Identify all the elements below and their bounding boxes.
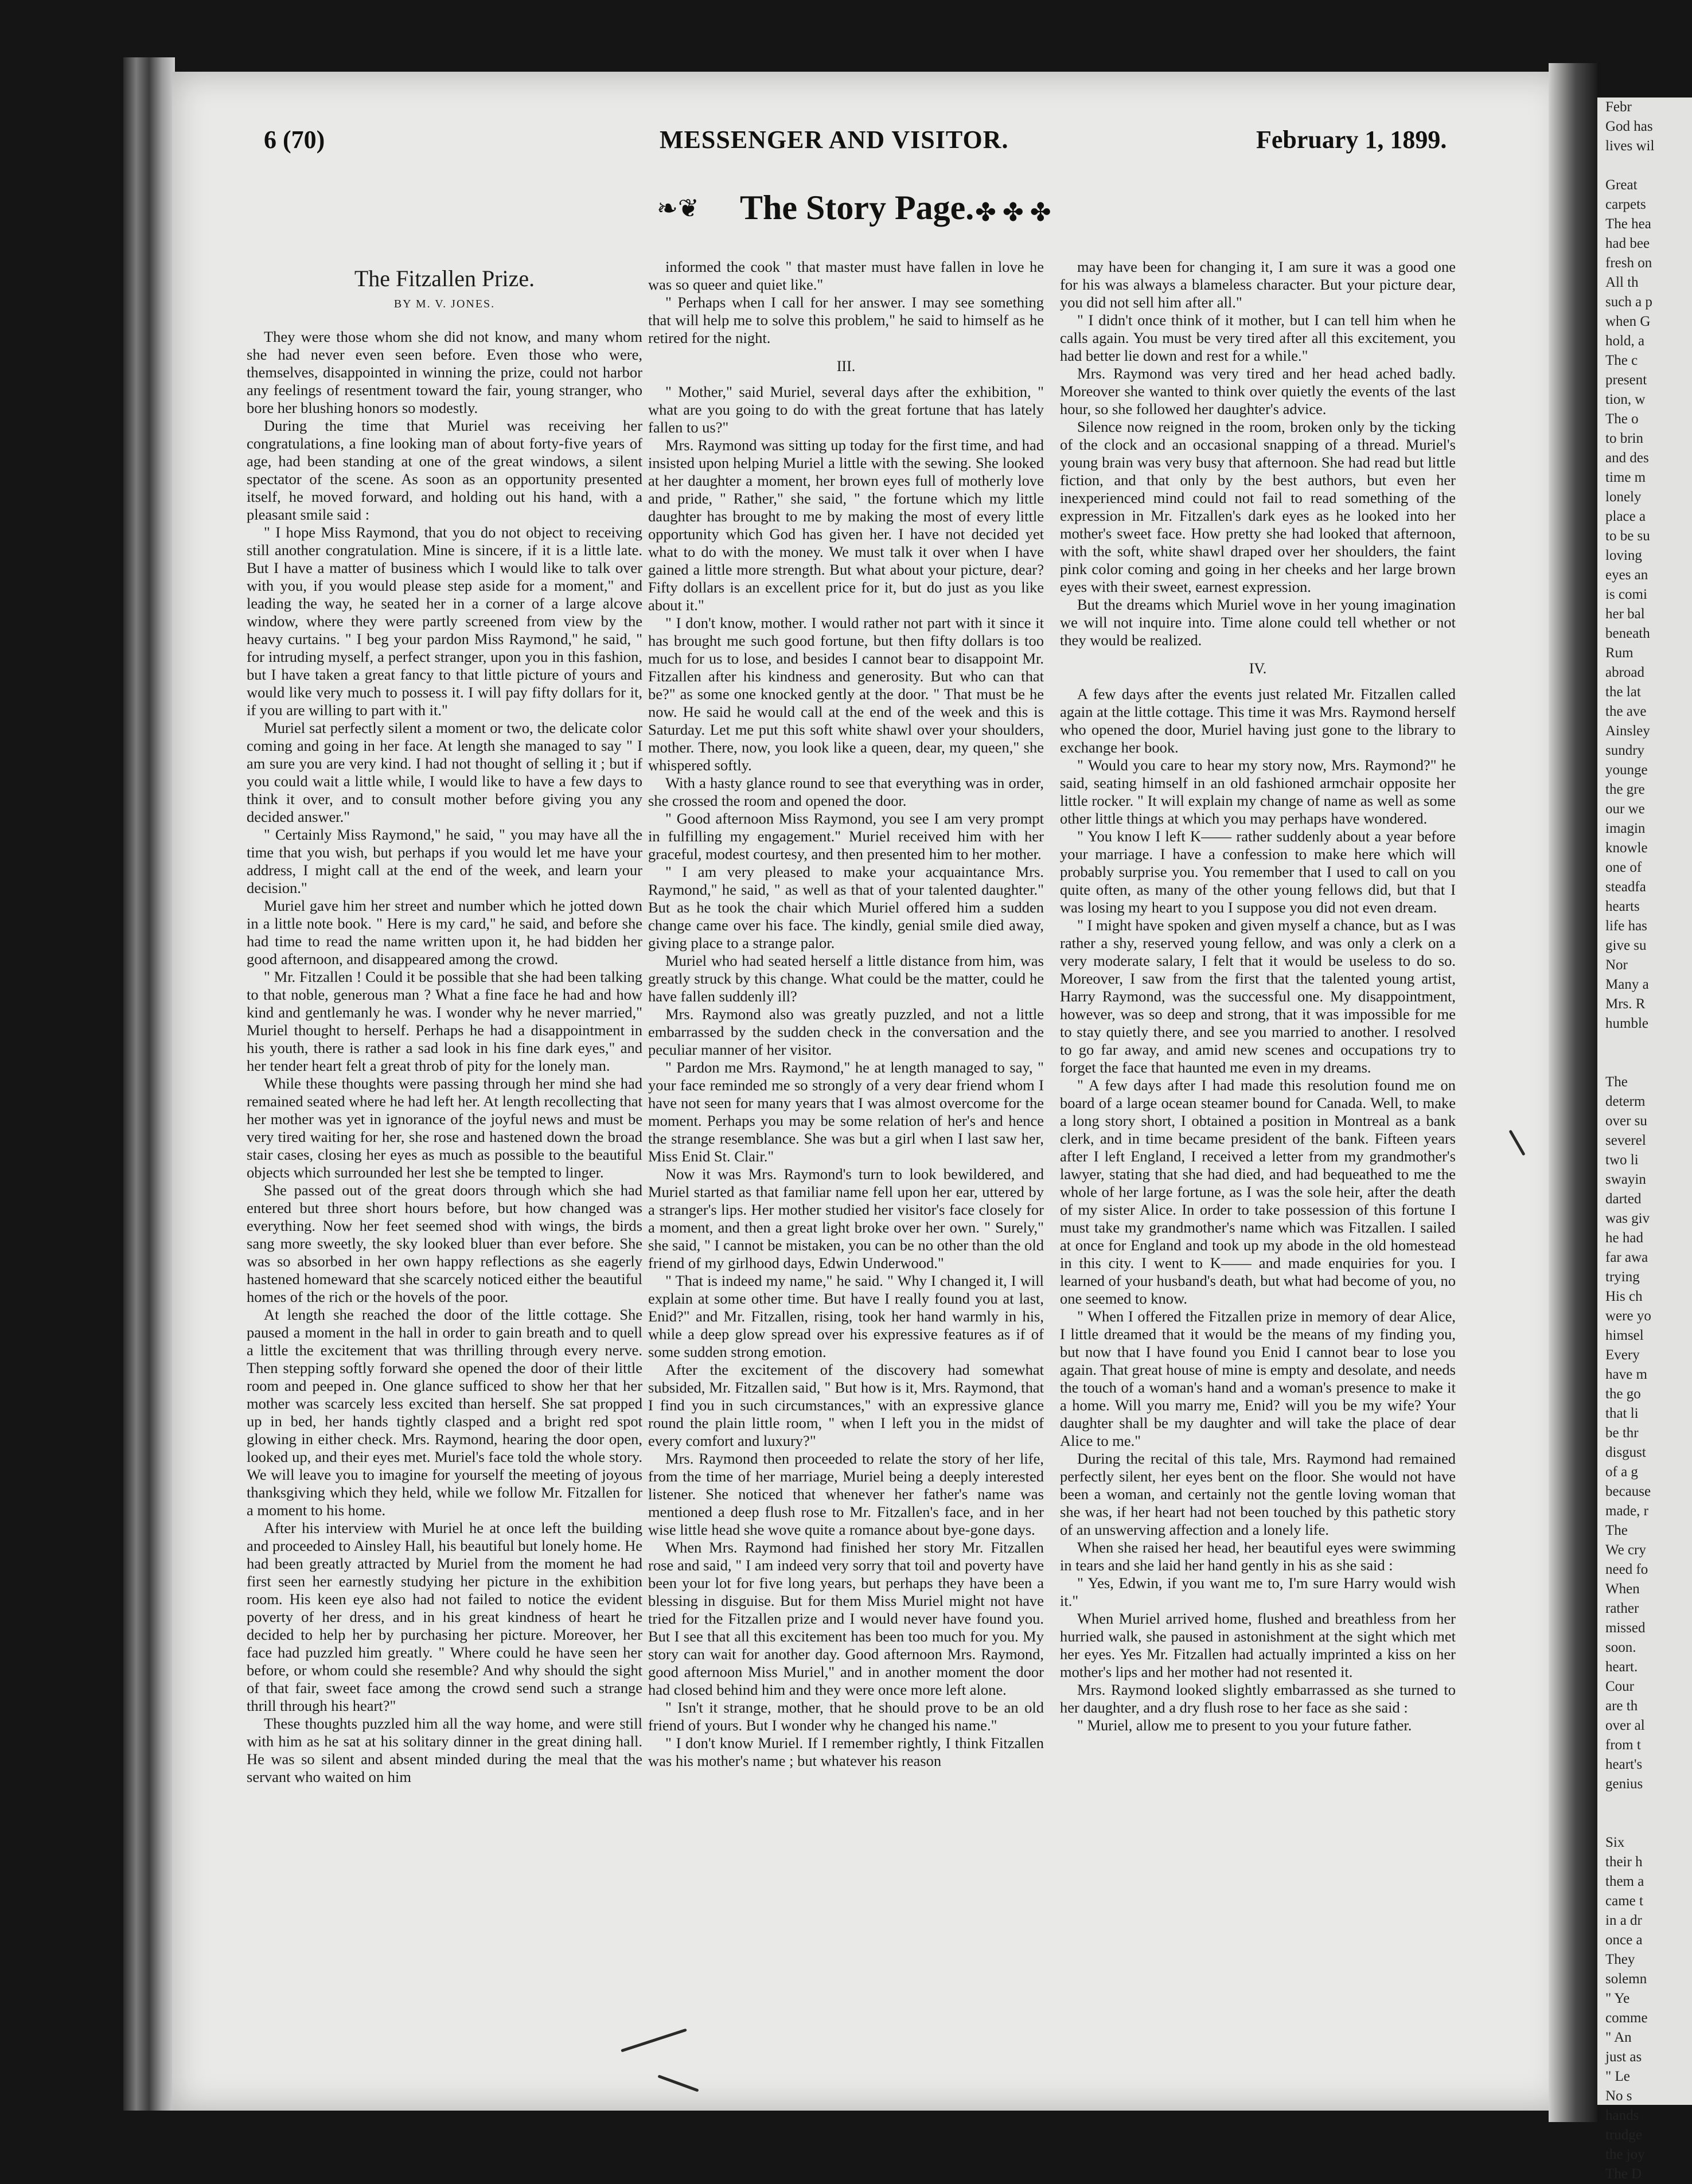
paragraph: " Mother," said Muriel, several days after the exhibition, " what are you going to do with the great fortune that has lately fallen to us?" [648, 383, 1044, 436]
paragraph: Mrs. Raymond then proceeded to relate the story of her life, from the time of her marriage, Muriel being a deeply interested listener. She noticed that whenever her father's name was mentioned a deep flush rose to Mr. Fitzallen's face, and in her wise little head she wove quite a romance about bye-gone days. [648, 1450, 1044, 1538]
next-page-line: lives wil [1605, 138, 1655, 154]
next-page-line: give su [1605, 938, 1647, 953]
next-page-line: our we [1605, 801, 1645, 817]
next-page-line: swayin [1605, 1172, 1646, 1187]
story-byline: BY M. V. JONES. [393, 298, 496, 310]
paragraph: " I am very pleased to make your acquaintance Mrs. Raymond," he said, " as well as that of your talented daughter." But as he took the chair which Muriel offered him a sudden change came over his face. The kindly, genial smile died away, giving place to a strange palor. [648, 863, 1044, 951]
next-page-line: one of [1605, 860, 1642, 875]
next-page-line: hold, a [1605, 333, 1645, 349]
next-page-line: were yo [1605, 1308, 1651, 1324]
next-page-line: solemn [1605, 1971, 1647, 1987]
paragraph: Mrs. Raymond was sitting up today for the first time, and had insisted upon helping Muriel a little with the sewing. She looked at her daughter a moment, her brown eyes full of motherly love and pride, " Rather," she said, " the fortune which my little daughter has brought to me by making the most of every little opportunity which God has given her. I have not decided yet what to do with the money. We must talk it over when I have gained a little more strength. But what about your picture, dear? Fifty dollars is an excellent price for it, but do just as you like about it." [648, 436, 1044, 614]
next-page-line: carpets [1605, 197, 1646, 212]
next-page-line: When [1605, 1581, 1640, 1597]
next-page-line: the joy [1605, 2147, 1645, 2162]
next-page-line: lonely [1605, 489, 1642, 505]
paragraph: informed the cook " that master must have fallen in love he was so queer and quiet like." [648, 258, 1044, 293]
paragraph: " A few days after I had made this resolution found me on board of a large ocean steamer bound for Canada. Well, to make a long story short, I obtained a position in Montreal as a bank clerk, and in time became president of the bank. Fifteen years after I left England, I received a letter from my grandmother's lawyer, stating that she had died, and had bequeathed to me the whole of her large fortune, as I was the sole heir, after the death of my sister Alice. In order to take possession of this fortune I must take my grandmother's name which was Fitzallen. I sailed at once for England and took up my abode in the old homestead in this city. I went to K—— and made enquiries for you. I learned of your husband's death, but what had become of you, no one seemed to know. [1060, 1077, 1456, 1307]
story-title: The Fitzallen Prize. [354, 266, 535, 291]
section-title: The Story Page. [740, 189, 974, 227]
paragraph: After his interview with Muriel he at once left the building and proceeded to Ainsley Hall, his beautiful but lonely home. He had been greatly attracted by Muriel from the moment he had first seen her earnestly studying her picture in the exhibition room. His keen eye also had not failed to notice the evident poverty of her dress, and in his great kindness of heart he decided to help her by purchasing her picture. Moreover, her face had puzzled him greatly. " Where could he have seen her before, or whom could she resemble? And why should the sight of that fair, sweet face among the crowd send such a strange thrill through his heart?" [247, 1519, 642, 1714]
paragraph: " I didn't once think of it mother, but I can tell him when he calls again. You must be very tired after all this excitement, you had better lie down and rest for a while." [1060, 311, 1456, 364]
paragraph: may have been for changing it, I am sure it was a good one for his was always a blameless character. But your picture dear, you did not sell him after all." [1060, 258, 1456, 311]
next-page-line: to brin [1605, 431, 1643, 446]
next-page-line: They [1605, 1952, 1635, 1967]
next-page-line: Ainsley [1605, 723, 1650, 739]
next-page-line: over al [1605, 1718, 1645, 1733]
column-1 [247, 266, 642, 2088]
paragraph: " You know I left K—— rather suddenly about a year before your marriage. I have a confession to make here which will probably surprise you. You remember that I used to call on you quite often, as many of the other young fellows did, but that I was losing my heart to you I suppose you did not even dream. [1060, 828, 1456, 916]
next-page-line: loving [1605, 548, 1642, 563]
next-page-line: eyes an [1605, 567, 1648, 583]
paragraph: A few days after the events just related Mr. Fitzallen called again at the little cottage. This time it was Mrs. Raymond herself who opened the door, Muriel having just gone to the library to exchange her book. [1060, 685, 1456, 756]
paragraph: These thoughts puzzled him all the way home, and were still with him as he sat at his solitary dinner in the great dining hall. He was so silent and absent minded during the meal that the servant who waited on him [247, 1715, 642, 1785]
next-page-line: hands [1605, 2108, 1639, 2123]
next-page-line: All th [1605, 275, 1639, 290]
paragraph: With a hasty glance round to see that everything was in order, she crossed the room and opened the door. [648, 774, 1044, 809]
paragraph: Muriel sat perfectly silent a moment or two, the delicate color coming and going in her face. At length she managed to say " I am sure you are very kind. I had not thought of selling it ; but if you could wait a little while, I would like to have a few days to think it over, and to consult mother before giving you any decided answer." [247, 719, 642, 825]
next-page-line: tion, w [1605, 392, 1646, 407]
next-page-line: the go [1605, 1386, 1641, 1402]
paragraph: Mrs. Raymond looked slightly embarrassed as she turned to her daughter, and a dry flush rose to her face as she said : [1060, 1681, 1456, 1716]
paragraph: " Pardon me Mrs. Raymond," he at length managed to say, " your face reminded me so strongly of a very dear friend whom I have not seen for many years that I was almost overcome for the moment. Perhaps you may be some relation of her's and hence the strange resemblance. She was but a girl when I last saw her, Miss Enid St. Clair." [648, 1059, 1044, 1165]
next-page-line: God has [1605, 119, 1653, 134]
next-page-line: fresh on [1605, 255, 1652, 271]
next-page-line: trudge [1605, 2127, 1642, 2143]
paragraph: " Mr. Fitzallen ! Could it be possible that she had been talking to that noble, generous man ? What a fine face he had and how kind and gentlemanly he was. I wonder why he never married," Muriel thought to herself. Perhaps he had a disappointment in his youth, there is rather a sad look in his fine dark eyes," and her tender heart felt a great throb of pity for the lonely man. [247, 968, 642, 1074]
page-gutter [1549, 63, 1597, 2122]
next-page-line: came t [1605, 1893, 1643, 1909]
next-page-line: " Ye [1605, 1991, 1630, 2006]
next-page-line: of a g [1605, 1464, 1638, 1480]
next-page-line: knowle [1605, 840, 1648, 856]
paragraph: Muriel gave him her street and number which he jotted down in a little note book. " Here is my card," he said, and before she had time to read the name written upon it, he had bidden her good afternoon, and disappeared among the crowd. [247, 897, 642, 968]
next-page-line: soon. [1605, 1640, 1636, 1655]
paragraph: Silence now reigned in the room, broken only by the ticking of the clock and an occasional snapping of a thread. Muriel's young brain was very busy that afternoon. She had read but little fiction, and that only by the best authors, but even her inexperienced mind could not fail to read something of the expression in Mr. Fitzallen's dark eyes as he looked into her mother's sweet face. How pretty she had looked that afternoon, with the soft, white shawl draped over her shoulders, the faint pink color coming and going in her cheeks and her large brown eyes with their sweet, earnest expression. [1060, 418, 1456, 595]
next-page-line: younge [1605, 762, 1648, 778]
paragraph: When Muriel arrived home, flushed and breathless from her hurried walk, she paused in astonishment at the sight which met her eyes. Yes Mr. Fitzallen had actually imprinted a kiss on her mother's lips and her mother had not resented it. [1060, 1610, 1456, 1680]
next-page-line: The [1605, 1523, 1628, 1538]
next-page-line: heart's [1605, 1757, 1643, 1772]
next-page-line: determ [1605, 1094, 1646, 1109]
next-page-line: he had [1605, 1230, 1643, 1246]
next-page-line: We cry [1605, 1542, 1646, 1558]
next-page-line: just as [1605, 2049, 1642, 2065]
next-page-text-fragments [1597, 98, 1692, 2184]
next-page-line: Six [1605, 1835, 1625, 1850]
next-page-line [1605, 1794, 1692, 1813]
paragraph: During the time that Muriel was receiving her congratulations, a fine looking man of about forty-five years of age, had been standing at one of the great windows, a silent spectator of the scene. As soon as an opportunity presented itself, he moved forward, and holding out his hand, with a pleasant smile said : [247, 417, 642, 523]
masthead: MESSENGER AND VISITOR. [660, 126, 1009, 154]
next-page-line: trying [1605, 1269, 1640, 1285]
next-page-line: heart. [1605, 1659, 1638, 1675]
next-page-line: beneath [1605, 626, 1650, 641]
next-page-line: The c [1605, 353, 1638, 368]
next-page-line: himsel [1605, 1328, 1644, 1343]
book-spine [123, 57, 175, 2111]
paragraph: " Certainly Miss Raymond," he said, " you may have all the time that you wish, but perhaps if you would let me have your address, I might call at the end of the week, and learn your decision." [247, 826, 642, 896]
next-page-line: to be su [1605, 528, 1650, 544]
paragraph: " Isn't it strange, mother, that he should prove to be an old friend of yours. But I wonder why he changed his name." [648, 1699, 1044, 1734]
next-page-line: have m [1605, 1367, 1647, 1382]
paragraph: When Mrs. Raymond had finished her story Mr. Fitzallen rose and said, " I am indeed very sorry that toil and poverty have been your lot for five long years, but perhaps they have been a blessing in disguise. But for them Miss Muriel might not have tried for the Fitzallen prize and I would never have found you. But I see that all this excitement has been too much for you. My story can wait for another day. Good afternoon Mrs. Raymond, good afternoon Miss Muriel," and in another moment the door had closed behind him and they were once more left alone. [648, 1539, 1044, 1698]
next-page-line: time m [1605, 470, 1646, 485]
section-heading-iv: IV. [1249, 660, 1267, 677]
next-page-line: The o [1605, 411, 1639, 427]
column-2-intro [648, 258, 1044, 347]
paragraph: " Muriel, allow me to present to you your future father. [1077, 1717, 1412, 1734]
column-3-paragraphs [1060, 685, 1456, 1734]
next-page-line: is comi [1605, 587, 1647, 602]
next-page-line: darted [1605, 1191, 1642, 1207]
next-page-line: Great [1605, 177, 1638, 193]
next-page-line: Many a [1605, 977, 1649, 992]
paragraph: " I don't know Muriel. If I remember rightly, I think Fitzallen was his mother's name ; but whatever his reason [648, 1734, 1044, 1769]
next-page-line: was giv [1605, 1211, 1650, 1226]
paragraph: " That is indeed my name," he said. " Why I changed it, I will explain at some other time. But have I really found you at last, Enid?" and Mr. Fitzallen, rising, took her hand warmly in his, while a deep glow spread over his expressive features as if of some sudden strong emotion. [648, 1272, 1044, 1360]
next-page-line [1605, 1053, 1692, 1072]
page-number: 6 (70) [264, 126, 325, 154]
next-page-line: " Le [1605, 2069, 1630, 2084]
next-page-line: disgust [1605, 1445, 1646, 1460]
next-page-line: abroad [1605, 665, 1645, 680]
column-2 [648, 258, 1044, 2088]
paragraph: After the excitement of the discovery had somewhat subsided, Mr. Fitzallen said, " But how is it, Mrs. Raymond, that I find you in such circumstances," with an expressive glance round the plain little room, " when I left you in the midst of every comfort and luxury?" [648, 1361, 1044, 1449]
next-page-line: over su [1605, 1113, 1647, 1129]
paragraph: Muriel who had seated herself a little distance from him, was greatly struck by this change. What could be the matter, could he have fallen suddenly ill? [648, 952, 1044, 1005]
next-page-line: Febr [1605, 99, 1632, 115]
next-page-line: His ch [1605, 1289, 1643, 1304]
next-page-line: because [1605, 1484, 1651, 1499]
paragraph: Mrs. Raymond also was greatly puzzled, and not a little embarrassed by the sudden check in the conversation and the peculiar manner of her visitor. [648, 1005, 1044, 1058]
next-page-line: The hea [1605, 216, 1651, 232]
paragraph: Now it was Mrs. Raymond's turn to look bewildered, and Muriel started as that familiar name fell upon her ear, uttered by a stranger's lips. Her mother studied her visitor's face closely for a moment, and then a great light broke over her own. " Surely," she said, " I cannot be mistaken, you can be no other than the old friend of my girlhood days, Edwin Underwood." [648, 1165, 1044, 1272]
section-heading-iii: III. [836, 358, 856, 375]
next-page-line: her bal [1605, 606, 1645, 622]
next-page-line: be thr [1605, 1425, 1639, 1441]
next-page-line: imagin [1605, 821, 1646, 836]
paragraph: When she raised her head, her beautiful eyes were swimming in tears and she laid her hand gently in his as she said : [1060, 1539, 1456, 1574]
next-page-line: that li [1605, 1406, 1639, 1421]
next-page-line: The D [1605, 2166, 1642, 2182]
paragraph: But the dreams which Muriel wove in her young imagination we will not inquire into. Time alone could tell whether or not they would be realized. [1060, 596, 1456, 649]
next-page-line: humble [1605, 1016, 1648, 1031]
next-page-line [1605, 1034, 1692, 1053]
paragraph: " I might have spoken and given myself a chance, but as I was rather a shy, reserved young fellow, and was only a clerk on a very moderate salary, I felt that it would be useless to do so. Moreover, I saw from the first that the talented young artist, Harry Raymond, was the successful one. My disappointment, however, was so deep and strong, that it was impossible for me to stay quietly there, and see you married to another. I resolved to go far away, and amid new scenes and occupations try to forget the face that haunted me even in my dreams. [1060, 916, 1456, 1076]
next-page-line: in a dr [1605, 1913, 1642, 1928]
column-1-paragraphs [247, 328, 642, 1786]
next-page-line: had bee [1605, 236, 1650, 251]
next-page-line: two li [1605, 1152, 1639, 1168]
paragraph: At length she reached the door of the little cottage. She paused a moment in the hall in order to gain breath and to quell a little the excitement that was thrilling through every nerve. Then stepping softly forward she opened the door of their little room and peeped in. One glance sufficed to show her that her mother was scarcely less excited than herself. She sat propped up in bed, her hands tightly clasped and a bright red spot glowing in either check. Mrs. Raymond, hearing the door open, looked up, and their eyes met. Muriel's face told the whole story. We will leave you to imagine for yourself the meeting of joyous thanksgiving which they held, while we follow Mr. Fitzallen for a moment to his home. [247, 1306, 642, 1519]
paragraph: " I don't know, mother. I would rather not part with it since it has brought me such good fortune, but then fifty dollars is too much for us to lose, and besides I cannot bear to disappoint Mr. Fitzallen after his kindness and generosity. But who can that be?" as some one knocked gently at the door. " That must be he now. He said he would call at the end of the week and this is Saturday. Let me put this soft white shawl over your shoulders, mother. There, now, you look like a queen, dear, my queen," she whispered softly. [648, 614, 1044, 774]
next-page-line: comme [1605, 2010, 1648, 2026]
next-page-line: when G [1605, 314, 1651, 329]
next-page-line: the lat [1605, 684, 1641, 700]
next-page-line: are th [1605, 1698, 1638, 1714]
paragraph: " When I offered the Fitzallen prize in memory of dear Alice, I little dreamed that it would be the means of my finding you, but now that I have found you Enid I cannot bear to lose you again. That great house of mine is empty and desolate, and needs the touch of a woman's hand and a woman's presence to make it a home. Will you marry me, Enid? will you be my wife? Your daughter shall be my daughter and will take the place of dear Alice to me." [1060, 1308, 1456, 1449]
next-page-line: hearts [1605, 899, 1640, 914]
paragraph: " Good afternoon Miss Raymond, you see I am very prompt in fulfilling my engagement." Muriel received him with her graceful, modest courtesy, and then presented him to her mother. [648, 810, 1044, 863]
next-page-line: present [1605, 372, 1647, 388]
next-page-line: missed [1605, 1620, 1646, 1636]
next-page-line: such a p [1605, 294, 1652, 310]
next-page-line: Cour [1605, 1679, 1634, 1694]
next-page-line: the gre [1605, 782, 1645, 797]
ornament-right-icon: ✤ ✤ ✤ [975, 198, 1051, 227]
next-page-line [1605, 1813, 1692, 1833]
next-page-line: severel [1605, 1133, 1646, 1148]
next-page-line: need fo [1605, 1562, 1648, 1577]
column-3 [1060, 258, 1456, 2088]
paragraph: " Perhaps when I call for her answer. I may see something that will help me to solve this problem," he said to himself as he retired for the night. [648, 294, 1044, 346]
issue-date: February 1, 1899. [1256, 126, 1447, 154]
next-page-line: once a [1605, 1932, 1643, 1948]
paragraph: They were those whom she did not know, and many whom she had never even seen before. Even those who were, themselves, disappointed in winning the prize, could not harbor any feelings of resentment toward the fair, young stranger, who bore her blushing honors so modestly. [247, 328, 642, 416]
next-page-line: Rum [1605, 645, 1633, 661]
next-page-line: their h [1605, 1854, 1643, 1870]
next-page-line: rather [1605, 1601, 1639, 1616]
next-page-edge [1597, 98, 1692, 2182]
next-page-line: the ave [1605, 704, 1647, 719]
next-page-line: them a [1605, 1874, 1644, 1889]
paragraph: Mrs. Raymond was very tired and her head ached badly. Moreover she wanted to think over quietly the events of the last hour, so she followed her daughter's advice. [1060, 365, 1456, 418]
paragraph: While these thoughts were passing through her mind she had remained seated where he had left her. At length recollecting that her mother was yet in ignorance of the joyful news and must be very tired waiting for her, she rose and hastened down the broad stair cases, closing her eyes as much as possible to the beautiful objects which surrounded her lest she be tempted to linger. [247, 1075, 642, 1181]
next-page-line: from t [1605, 1737, 1641, 1753]
next-page-line: sundry [1605, 743, 1645, 758]
next-page-line: Mrs. R [1605, 996, 1646, 1012]
next-page-line: genius [1605, 1776, 1643, 1792]
ornament-left-icon: ❧❦ [657, 194, 699, 223]
column-2-paragraphs [648, 383, 1044, 1770]
next-page-line [1605, 156, 1692, 176]
next-page-line: The [1605, 1074, 1628, 1090]
next-page-line: Every [1605, 1347, 1640, 1363]
paragraph: " Would you care to hear my story now, Mrs. Raymond?" he said, seating himself in an old fashioned armchair opposite her little rocker. " It will explain my change of name as well as some other little things at which you may perhaps have wondered. [1060, 756, 1456, 827]
next-page-line: life has [1605, 918, 1647, 934]
next-page-line: and des [1605, 450, 1649, 466]
next-page-line: made, r [1605, 1503, 1648, 1519]
paragraph: She passed out of the great doors through which she had entered but three short hours before, but how changed was everything. Now her feet seemed shod with wings, the birds sang more sweetly, the sky looked bluer than ever before. She was so absorbed in her own happy reflections as she eagerly hastened homeward that she scarcely noticed either the beautiful homes of the rich or the hovels of the poor. [247, 1181, 642, 1305]
next-page-line: steadfa [1605, 879, 1646, 895]
column-3-intro [1060, 258, 1456, 649]
next-page-line: Nor [1605, 957, 1628, 973]
paragraph: " I hope Miss Raymond, that you do not object to receiving still another congratulation. Mine is sincere, if it is a little late. But I have a matter of business which I would like to talk over with you, if you would please step aside for a moment," and leading the way, he seated her in a corner of a large alcove window, where they were partly screened from view by the heavy curtains. " I beg your pardon Miss Raymond," he said, " for intruding myself, a perfect stranger, upon you in this fashion, but I have taken a great fancy to that little picture of yours and would like very much to possess it. I will pay fifty dollars for it, if you are willing to part with it." [247, 524, 642, 719]
next-page-line: far awa [1605, 1250, 1648, 1265]
paragraph: " Yes, Edwin, if you want me to, I'm sure Harry would wish it." [1060, 1574, 1456, 1609]
paragraph: During the recital of this tale, Mrs. Raymond had remained perfectly silent, her eyes bent on the floor. She would not have been a woman, and certainly not the gentle loving woman that she was, if her heart had not been touched by this pathetic story of an unswerving affection and a lonely life. [1060, 1450, 1456, 1538]
next-page-line: No s [1605, 2088, 1632, 2104]
next-page-line: " An [1605, 2030, 1632, 2045]
next-page-line: place a [1605, 509, 1646, 524]
